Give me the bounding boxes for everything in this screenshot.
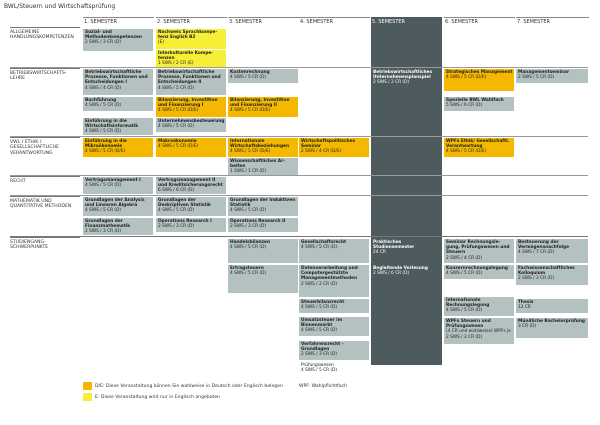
module-card — [516, 239, 588, 263]
module-title: Operations Research II — [230, 219, 286, 224]
module-title: Internationale Wirtschaftsbeziehungen — [230, 139, 290, 150]
module-card — [83, 197, 153, 216]
module-card — [156, 50, 226, 67]
module-card — [444, 69, 514, 91]
module-title: Grundlagen der Deskriptiven Statistik — [158, 198, 211, 209]
module-card — [299, 362, 369, 375]
module-title: Wissenschaftliches Ar-beiten — [230, 159, 286, 170]
module-credits: 4 SWS / 5 CR (D) — [158, 124, 195, 130]
module-credits: (4 CR und wahlweise) WPFs je 2 SWS / 3 CR (D) — [446, 329, 511, 340]
module-title: Seminar Rechnungsle-gung, Prüfungswesen und Steuern — [446, 240, 510, 256]
module-credits: 4 SWS / 5 CR (D) — [301, 328, 338, 334]
module-credits: 4 SWS / 5 CR (D/E) — [85, 149, 126, 155]
row-divider — [10, 67, 588, 68]
module-card — [83, 218, 153, 235]
module-credits: 4 SWS / 5 CR (D/E) — [230, 108, 271, 114]
module-title: Datenverarbeitung und Computergestützte Managementmethoden — [301, 266, 358, 282]
module-title: Prüfungswesen — [301, 363, 334, 368]
module-title: Wirtschaftspolitisches Seminar — [301, 139, 356, 150]
category-focus-areas: STUDIENGANG-SCHWERPUNKTE — [10, 237, 80, 251]
module-title: Interkulturelle Kompe-tenzen — [158, 51, 214, 62]
module-title: Thesis — [518, 300, 534, 305]
module-credits: 2 SWS / 3 CR (D) — [518, 276, 555, 282]
category-general-competences: ALLGEMEINE HANDLUNGSKOMPETENZEN — [10, 27, 80, 41]
module-credits: 2 SWS / 6 CR (D) — [373, 271, 410, 277]
module-card — [228, 69, 298, 83]
module-card — [444, 97, 514, 111]
module-credits: 4 SWS / 5 CR (D/E) — [446, 75, 487, 81]
module-title: Strategisches Management — [446, 70, 513, 75]
module-card — [228, 97, 298, 117]
module-title: Besteuerung der Vermögensnachfolge — [518, 240, 570, 251]
module-card — [371, 239, 441, 261]
module-title: Begleitende Vorlesung — [373, 266, 428, 271]
legend-text-e: E: Diese Veranstaltung wird nur in Englisch angeboten — [95, 395, 221, 400]
module-title: Unternehmensbesteuerung — [158, 119, 225, 124]
module-title: Bilanzierung, Investition und Finanzierung I — [158, 98, 218, 109]
module-card — [156, 118, 226, 132]
module-card — [156, 197, 226, 216]
legend-swatch-de-e — [83, 382, 92, 390]
module-card — [156, 218, 226, 232]
module-credits: 5 SWS / 6 CR (D) — [446, 103, 483, 109]
semester-1-header: 1. SEMESTER — [83, 17, 154, 27]
module-card — [299, 317, 369, 336]
module-card — [228, 197, 298, 216]
module-title: Grundlagen der Finanzmathematik — [85, 219, 131, 230]
module-card — [228, 158, 298, 175]
module-title: Betriebswirtschaftliche Prozesse, Funktionen und Entscheidungen II — [158, 70, 221, 86]
category-economics-ethics: VWL / ETHIK / GESELLSCHAFTLICHE VERANTWORTUNG — [10, 137, 80, 156]
module-card — [371, 265, 441, 281]
module-credits: 2 SWS / 5 CR (D) — [518, 75, 555, 81]
module-credits: 2 SWS / 2 CR (D) — [373, 80, 410, 86]
module-credits: 2 SWS / 3 CR (D) — [85, 229, 122, 235]
semester-3-header: 3. SEMESTER — [228, 17, 299, 27]
module-credits: 4 SWS / 5 CR (D/E) — [158, 144, 199, 150]
module-credits: 2 SWS / 3 CR (D) — [301, 352, 338, 358]
module-credits: 4 SWS / 5 CR (D) — [446, 308, 483, 314]
module-card — [516, 318, 588, 338]
module-title: Einführung in die Mikroökonomie — [85, 139, 127, 150]
row-divider — [10, 195, 588, 196]
module-credits: 4 SWS / 5 CR (D) — [85, 103, 122, 109]
module-title: Handelsbilanzen — [230, 240, 271, 245]
module-credits: 4 SWS / 5 CR (D) — [230, 75, 267, 81]
module-card — [371, 69, 441, 91]
module-title: Grundlagen der induktiven Statistik — [230, 198, 296, 209]
module-card — [444, 138, 514, 157]
module-credits: 4 SWS / 5 CR (D) — [301, 245, 338, 251]
module-card — [516, 69, 588, 83]
module-card — [444, 239, 514, 263]
module-credits: 1 SWS / 2 CR (E) — [158, 61, 194, 67]
semester-5-header: 5. SEMESTER — [371, 17, 442, 27]
module-title: Umsatzsteuer im Binnenmarkt — [301, 318, 343, 329]
module-credits: 4 SWS / 5 CR (D) — [158, 208, 195, 214]
module-card — [156, 138, 226, 157]
module-credits: 2 SWS / 4 CR (D/E) — [301, 149, 342, 155]
module-credits: 2 SWS / 3 CR (D) — [230, 224, 267, 230]
module-title: Gesellschaftsrecht — [301, 240, 347, 245]
module-card — [156, 29, 226, 49]
module-card — [156, 97, 226, 117]
page-title: BWL/Steuern und Wirtschaftsprüfung — [4, 3, 116, 10]
module-title: Betriebswirtschaftliche Prozesse, Funktionen und Entscheidungen I — [85, 70, 148, 86]
module-card — [228, 239, 298, 263]
module-card — [156, 69, 226, 95]
module-credits: 4 SWS / 5 CR (D) — [230, 271, 267, 277]
category-business-administration: BETRIEBSWIRTSCHAFTS-LEHRE — [10, 68, 80, 82]
module-credits: 4 SWS / 5 CR (D) — [158, 85, 195, 91]
module-card — [516, 265, 588, 285]
module-card — [299, 341, 369, 360]
module-card — [83, 177, 153, 194]
module-title: Praktisches Studiensemester — [373, 240, 415, 251]
module-title: Steuerbilanzrecht — [301, 300, 345, 305]
module-credits: (E) — [158, 40, 165, 46]
module-title: Grundlagen der Analysis und Linearen Algebra — [85, 198, 145, 209]
module-title: WPFs Ethik/ Gesellschaftl. Verantwortung — [446, 139, 510, 150]
module-title: Spezielle BWL Wahlfach — [446, 98, 504, 103]
module-credits: 4 SWS / 5 CR (D/E) — [158, 108, 199, 114]
module-title: Managementseminar — [518, 70, 570, 75]
module-title: Internationale Rechnungslegung — [446, 298, 490, 309]
module-credits: 1 SWS / 1 CR (D) — [230, 169, 267, 175]
module-card — [444, 318, 514, 344]
module-card — [444, 297, 514, 316]
module-credits: 4 SWS / 5 CR (D) — [446, 271, 483, 277]
semester-2-header: 2. SEMESTER — [156, 17, 227, 27]
module-card — [83, 29, 153, 51]
module-credits: 24 CR — [373, 250, 386, 256]
module-card — [83, 69, 153, 95]
module-card — [228, 265, 298, 293]
module-title: Betriebswirtschaftliches Unternehmensplanspiel — [373, 70, 433, 81]
module-credits: 2 SWS / 3 CR (D) — [158, 224, 195, 230]
legend-text-de-e: D/E: Diese Veranstaltung können Sie wahlweise in Deutsch oder Englisch belegen — [95, 384, 283, 389]
module-card — [444, 265, 514, 279]
module-credits: 4 SWS / 5 CR (D) — [230, 208, 267, 214]
module-credits: 4 SWS / 5 CR (D) — [85, 208, 122, 214]
row-divider — [10, 136, 588, 137]
module-credits: 4 SWS / 7 CR (D) — [518, 250, 555, 256]
module-title: Nachweis Sprachkompe-tenz English B2 — [158, 30, 218, 41]
module-title: Einführung in die Wirtschaftsinformatik — [85, 119, 139, 130]
module-card — [83, 97, 153, 111]
row-divider — [10, 175, 588, 176]
module-credits: 4 SWS / 5 CR (D/E) — [446, 149, 487, 155]
row-divider — [10, 236, 588, 237]
semester-6-header: 6. SEMESTER — [444, 17, 515, 27]
module-credits: 2 SWS / 4 CR (D) — [446, 255, 483, 261]
module-title: Operations Research I — [158, 219, 212, 224]
module-credits: 6 SWS / 6 CR (D) — [158, 188, 195, 194]
module-card — [83, 118, 153, 135]
semester-7-header: 7. SEMESTER — [516, 17, 589, 27]
module-title: Verfahrensrecht - Grundlagen — [301, 342, 344, 353]
module-title: Bilanzierung, Investition und Finanzierung II — [230, 98, 290, 109]
module-credits: 4 SWS / 5 CR (D) — [85, 183, 122, 189]
category-math-methods: MATHEMATIK UND QUANTITATIVE METHODEN — [10, 196, 80, 210]
module-title: Fachwissenschaftliches Kolloquium — [518, 266, 575, 277]
module-card — [83, 138, 153, 157]
module-card — [516, 299, 588, 313]
module-title: Sozial- und Methodenkompetenzen — [85, 30, 142, 41]
module-card — [228, 218, 298, 232]
module-credits: 4 SWS / 5 CR (D/E) — [230, 149, 271, 155]
legend-swatch-e — [83, 393, 92, 401]
module-title: WPFs Steuern und Prüfungswesen — [446, 319, 491, 330]
module-credits: 4 SWS / 5 CR (D) — [301, 305, 338, 311]
module-title: Konzernrechnungslegung — [446, 266, 508, 271]
module-credits: 4 SWS / 5 CR (D) — [301, 368, 338, 374]
module-card — [299, 299, 369, 313]
category-law: RECHT — [10, 176, 80, 184]
module-credits: 4 SWS / 5 CR (D) — [230, 245, 267, 251]
module-title: Buchführung — [85, 98, 117, 103]
module-credits: 3 CR (D) — [518, 324, 537, 330]
module-title: Kostenrechnung — [230, 70, 270, 75]
module-credits: 4 SWS / 5 CR (D) — [85, 129, 122, 135]
module-card — [156, 177, 226, 194]
module-card — [299, 265, 369, 297]
module-credits: 2 SWS / 2 CR (D) — [301, 281, 338, 287]
module-title: Makroökonomie — [158, 139, 197, 144]
module-card — [299, 239, 369, 263]
module-title: Vertragsmanagement I — [85, 178, 141, 183]
module-title: Ertragsteuern — [230, 266, 264, 271]
module-title: Vertragsmanagement II und Kreditsicherungsrecht — [158, 178, 223, 189]
module-card — [299, 138, 369, 157]
module-credits: 2 SWS / 3 CR (D) — [85, 40, 122, 46]
module-title: Mündliche Bachelorprüfung — [518, 319, 585, 324]
semester-4-header: 4. SEMESTER — [299, 17, 370, 27]
module-credits: 12 CR — [518, 305, 531, 311]
module-credits: 4 SWS / 4 CR (D) — [85, 85, 122, 91]
legend-text-wpf: WPF: Wahlpflichtfach — [299, 384, 348, 389]
module-card — [228, 138, 298, 157]
